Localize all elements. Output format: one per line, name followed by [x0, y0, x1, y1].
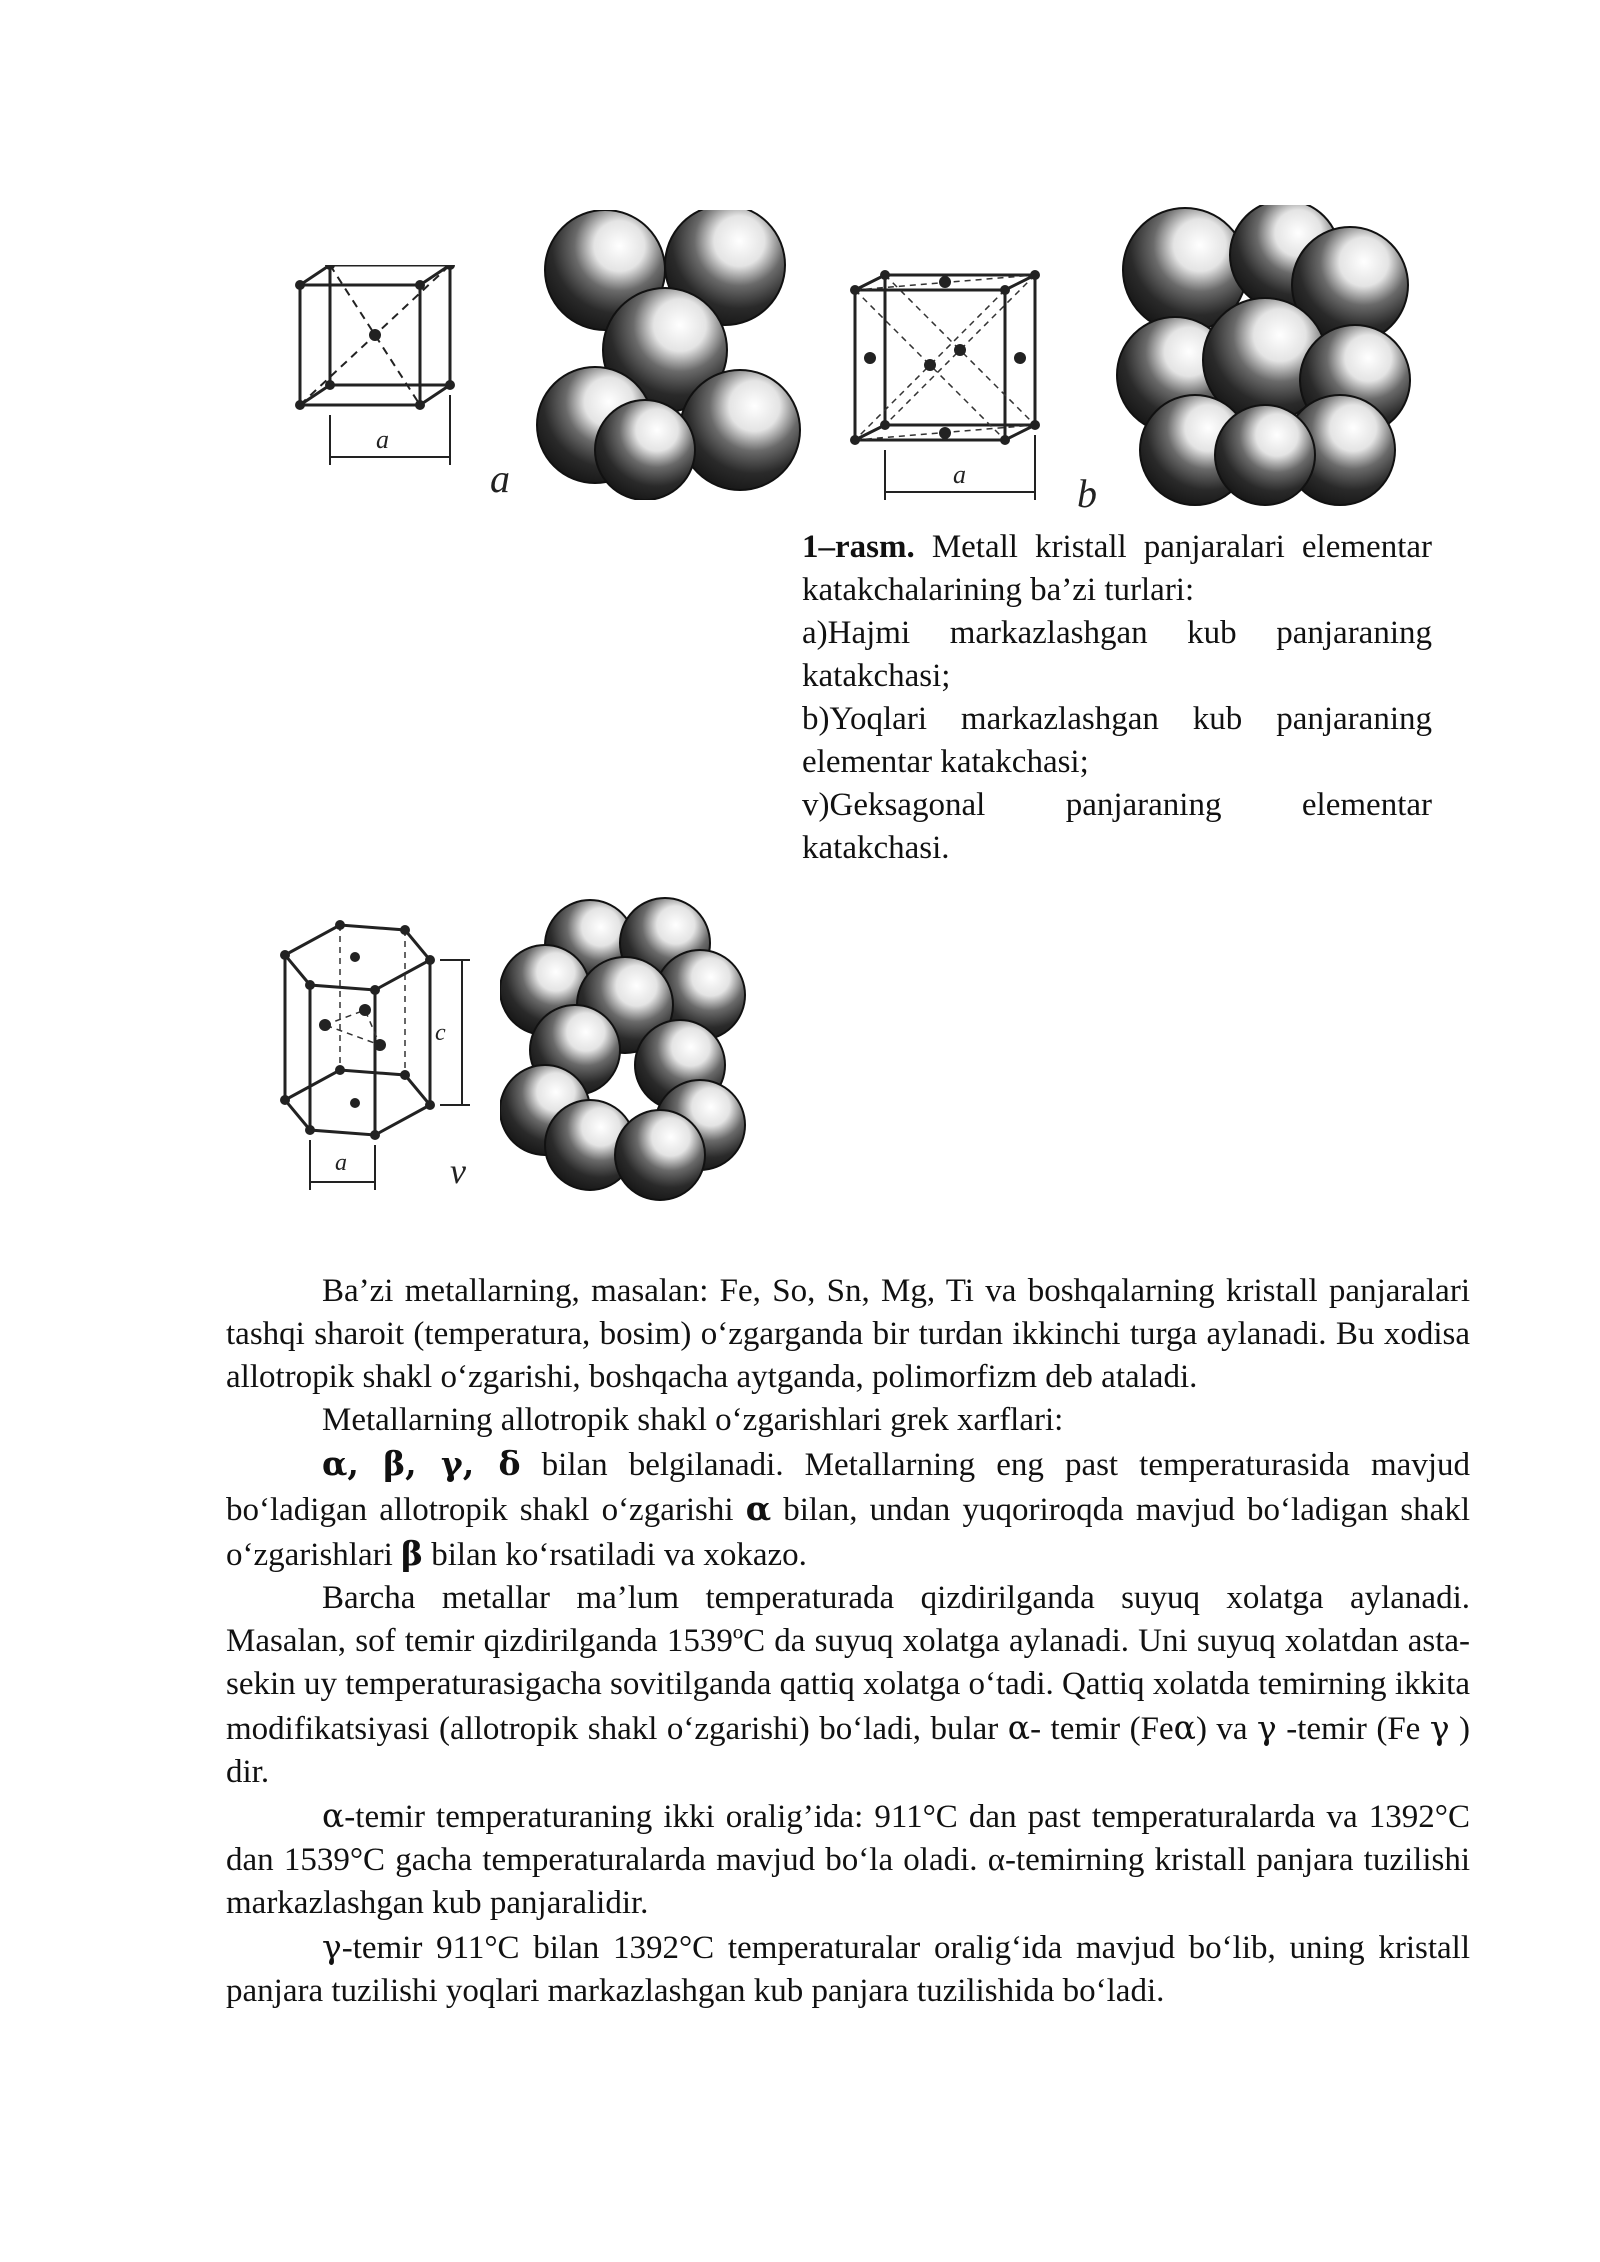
- paragraph-4-text-c: ) va: [1195, 1711, 1258, 1747]
- dim-label-c: c: [435, 1020, 446, 1046]
- paragraph-4-text-d: -temir (Fe: [1276, 1711, 1430, 1747]
- paragraph-4-text-b: - temir (Fe: [1030, 1711, 1174, 1747]
- gamma-symbol: γ: [322, 1927, 342, 1966]
- caption-title: 1–rasm.: [802, 529, 915, 565]
- dim-label-a: a: [376, 425, 389, 454]
- alpha-symbol: α: [1173, 1708, 1196, 1747]
- paragraph-6-text: -temir 911°C bilan 1392°C temperaturalar oralig‘ida mavjud bo‘lib, uning kristall panjara tuzilishi yoqlari markazlashgan kub panjara tuzilishida bo‘ladi.: [226, 1930, 1470, 2009]
- alpha-symbol: α: [1007, 1708, 1031, 1747]
- beta-symbol: β: [401, 1534, 423, 1573]
- caption-intro-text: Metall kristall panjaralari elementar katakchalarining ba’zi turlari:: [802, 529, 1432, 608]
- gamma-symbol: γ: [1257, 1708, 1277, 1747]
- caption-intro: [802, 526, 1432, 612]
- paragraph-1: Ba’zi metallarning, masalan: Fe, So, Sn, Mg, Ti va boshqalarning kristall panjaralari tashqi sharoit (temperatura, bosim) o‘zgarganda bir turdan ikkinchi turga aylanadi. Bu xodisa allotropik shakl o‘zgarishi, boshqacha aytganda, polimorfizm deb ataladi.: [226, 1273, 1470, 1395]
- paragraph-6: [226, 1925, 1470, 2013]
- figure-letter-a: a: [490, 456, 510, 501]
- dim-label-v-a: a: [335, 1150, 347, 1176]
- figure-letter-b: b: [1077, 471, 1097, 516]
- caption-item-b: b)Yoqlari markazlashgan kub panjaraning elementar katakchasi;: [802, 701, 1432, 780]
- figure-fcc-spheres: [1115, 205, 1415, 510]
- paragraph-4-text-e: ) dir.: [226, 1711, 1471, 1790]
- figure-hcp-spheres: [500, 895, 750, 1205]
- figure-bcc-cube: [290, 265, 470, 475]
- paragraph-5-text: -temir temperaturaning ikki oralig’ida: 911°C dan past temperaturalarda va 1392°C dan 1539°C gacha temperaturalarda mavjud bo‘la oladi. α-temirning kristall panjara tuzilishi markazlashgan kub panjaralidir.: [226, 1799, 1470, 1921]
- figure-bcc-spheres: [535, 210, 815, 500]
- paragraph-3: [226, 1442, 1470, 1577]
- paragraph-5: [226, 1794, 1470, 1925]
- gamma-symbol: γ: [1429, 1708, 1450, 1747]
- paragraph-3-text-a: bilan belgilanadi. Metallarning eng past temperaturasida mavjud bo‘ladigan allotropik shakl o‘zgarishi: [226, 1447, 1470, 1528]
- figure-fcc-cube: [845, 270, 1055, 505]
- paragraph-4-text-a: Barcha metallar ma’lum temperaturada qizdirilganda suyuq xolatga aylanadi. Masalan, sof temir qizdirilganda 1539ºC da suyuq xolatga aylanadi. Uni suyuq xolatdan asta-sekin uy temperaturasigacha sovitilganda qattiq xolatga o‘tadi. Qattiq xolatda temirning ikkita modifikatsiyasi (allotropik shakl o‘zgarishi) bo‘ladi, bular: [226, 1580, 1470, 1747]
- alpha-symbol: α: [322, 1796, 345, 1835]
- paragraph-3-text-b: bilan, undan yuqoriroqda mavjud bo‘ladigan shakl o‘zgarishlari: [226, 1492, 1470, 1573]
- figure-caption: [802, 526, 1432, 870]
- paragraph-4: [226, 1577, 1470, 1794]
- paragraph-2: Metallarning allotropik shakl o‘zgarishlari grek xarflari:: [322, 1402, 1064, 1438]
- caption-item-a: a)Hajmi markazlashgan kub panjaraning katakchasi;: [802, 615, 1432, 694]
- figure-letter-v: v: [450, 1151, 466, 1191]
- greek-letters: α, β, γ, δ: [322, 1444, 521, 1483]
- body-text: [226, 1270, 1470, 2013]
- caption-item-v: v)Geksagonal panjaraning elementar katakchasi.: [802, 787, 1432, 866]
- alpha-symbol: α: [745, 1489, 772, 1528]
- dim-label-b: a: [953, 460, 966, 489]
- paragraph-3-text-c: bilan ko‘rsatiladi va xokazo.: [422, 1537, 807, 1573]
